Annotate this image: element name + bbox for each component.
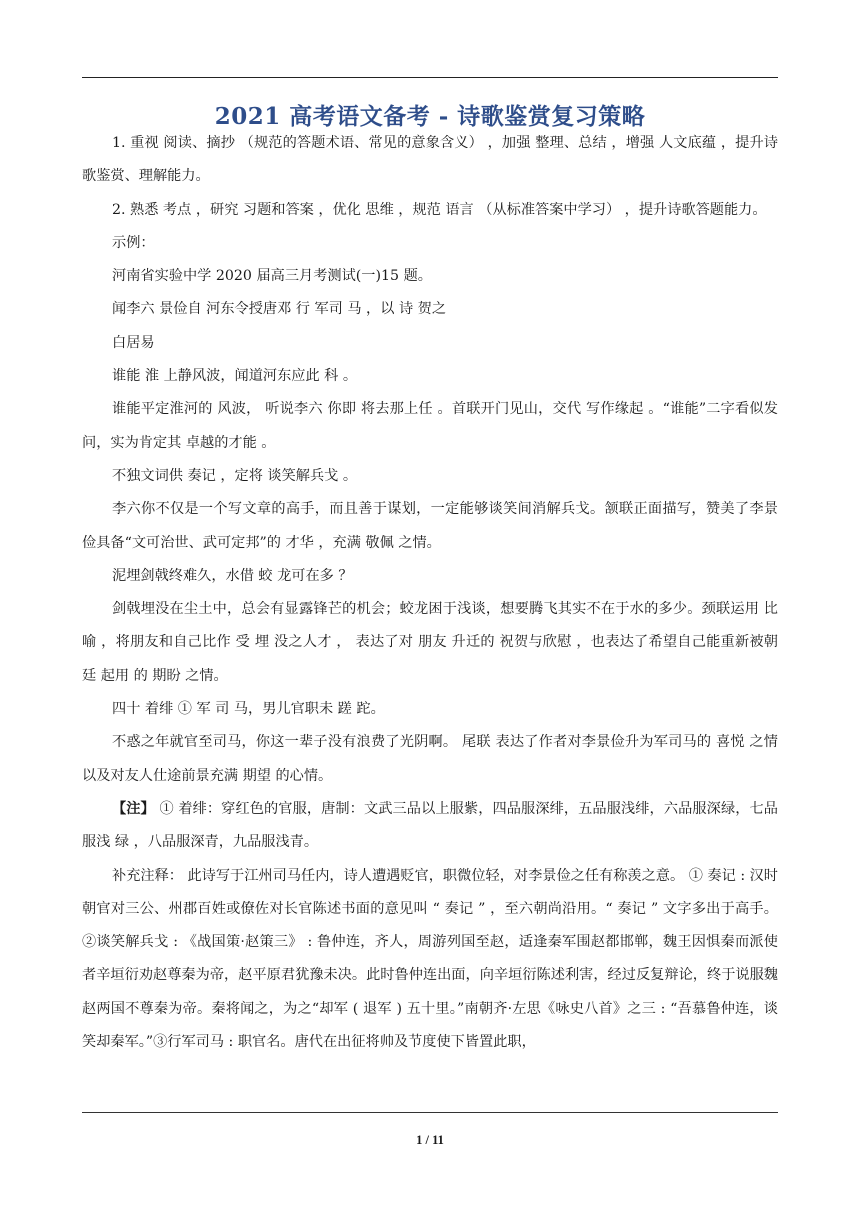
poem-line-3: 泥埋剑戟终难久，水借 蛟 龙可在多 ？ xyxy=(112,567,353,584)
paragraph-2: 2. 熟悉 考点 ，研究 习题和答案 ，优化 思维 ，规范 语言 （从标准答案中学习） ，提升诗歌答题能力。 xyxy=(112,201,767,218)
note-label: 【注】 xyxy=(112,800,155,817)
poem-line-4: 四十 着绯 ① 军 司 马，男儿官职未 蹉 跎。 xyxy=(112,701,385,718)
footer-rule xyxy=(82,1112,778,1113)
poem-line-1: 谁能 淮 上静风波，闻道河东应此 科 。 xyxy=(112,368,358,385)
poem-analysis-2: 李六你不仅是一个写文章的高手，而且善于谋划，一定能够谈笑间消解兵戈。颔联正面描写，赞美了李景俭具备“文可治世、武可定邦”的 才华 ，充满 敬佩 之情。 xyxy=(82,501,778,551)
poem-analysis-3: 剑戟埋没在尘土中，总会有显露锋芒的机会；蛟龙困于浅谈，想要腾飞其实不在于水的多少。颈联运用 比喻 ，将朋友和自己比作 受 埋 没之人才 ， 表达了对 朋友 升迁的 祝贺与欣慰 ，也表达了希望自己能重新被朝廷 起用 的 期盼 之情。 xyxy=(82,601,778,684)
header-rule xyxy=(82,77,778,78)
paragraph-1: 1. 重视 阅读、摘抄 （规范的答题术语、常见的意象含义） ，加强 整理、总结 ，增强 人文底蕴 ，提升诗歌鉴赏、理解能力。 xyxy=(82,135,778,185)
page-number: 1 / 11 xyxy=(416,1133,444,1147)
example-label: 示例： xyxy=(112,234,155,251)
note-text: ① 着绯：穿红色的官服，唐制：文武三品以上服紫，四品服深绯，五品服浅绯，六品服深绿，七品服浅 绿 ，八品服深青，九品服浅青。 xyxy=(82,800,778,851)
example-source: 河南省实验中学 2020 届高三月考测试(一)15 题。 xyxy=(112,268,432,285)
supplementary-notes: 补充注释： 此诗写于江州司马任内，诗人遭遇贬官，职微位轻，对李景俭之任有称羡之意。 ① 奏记 : 汉时朝官对三公、州郡百姓或僚佐对长官陈述书面的意见叫 “ 奏记 ” ，至六朝尚沿用。“ 奏记 ” 文字多出于高手。 ②谈笑解兵戈 : 《战国策·赵策三》 : 鲁仲连，齐人，周游列国至赵，适逢秦军围赵都邯郸，魏王因惧秦而派使者辛垣衍劝赵尊秦为帝，赵平原君犹豫未决。此时鲁仲连出面，向辛垣衍陈述利害，经过反复辩论，终于说服魏赵两国不尊秦为帝。秦将闻之，为之“却军 ( 退军 ) 五十里。”南朝齐·左思《咏史八首》之三 : “吾慕鲁仲连，谈笑却秦军。”③行军司马 : 职官名。唐代在出征将帅及节度使下皆置此职， xyxy=(82,867,778,1051)
document-body xyxy=(82,127,778,1059)
poem-title: 闻李六 景俭自 河东令授唐邓 行 军司 马 ，以 诗 贺之 xyxy=(112,301,447,318)
poem-author: 白居易 xyxy=(112,334,155,351)
poem-line-2: 不独文词供 奏记 ，定将 谈笑解兵戈 。 xyxy=(112,467,358,484)
note-paragraph xyxy=(82,793,778,860)
poem-analysis-4: 不惑之年就官至司马，你这一辈子没有浪费了光阴啊。 尾联 表达了作者对李景俭升为军司马的 喜悦 之情以及对友人仕途前景充满 期望 的心情。 xyxy=(82,734,778,784)
poem-analysis-1: 谁能平定淮河的 风波， 听说李六 你即 将去那上任 。首联开门见山，交代 写作缘起 。“谁能”二字看似发问，实为肯定其 卓越的才能 。 xyxy=(82,401,778,451)
document-title: 2021 高考语文备考 - 诗歌鉴赏复习策略 xyxy=(214,103,646,131)
